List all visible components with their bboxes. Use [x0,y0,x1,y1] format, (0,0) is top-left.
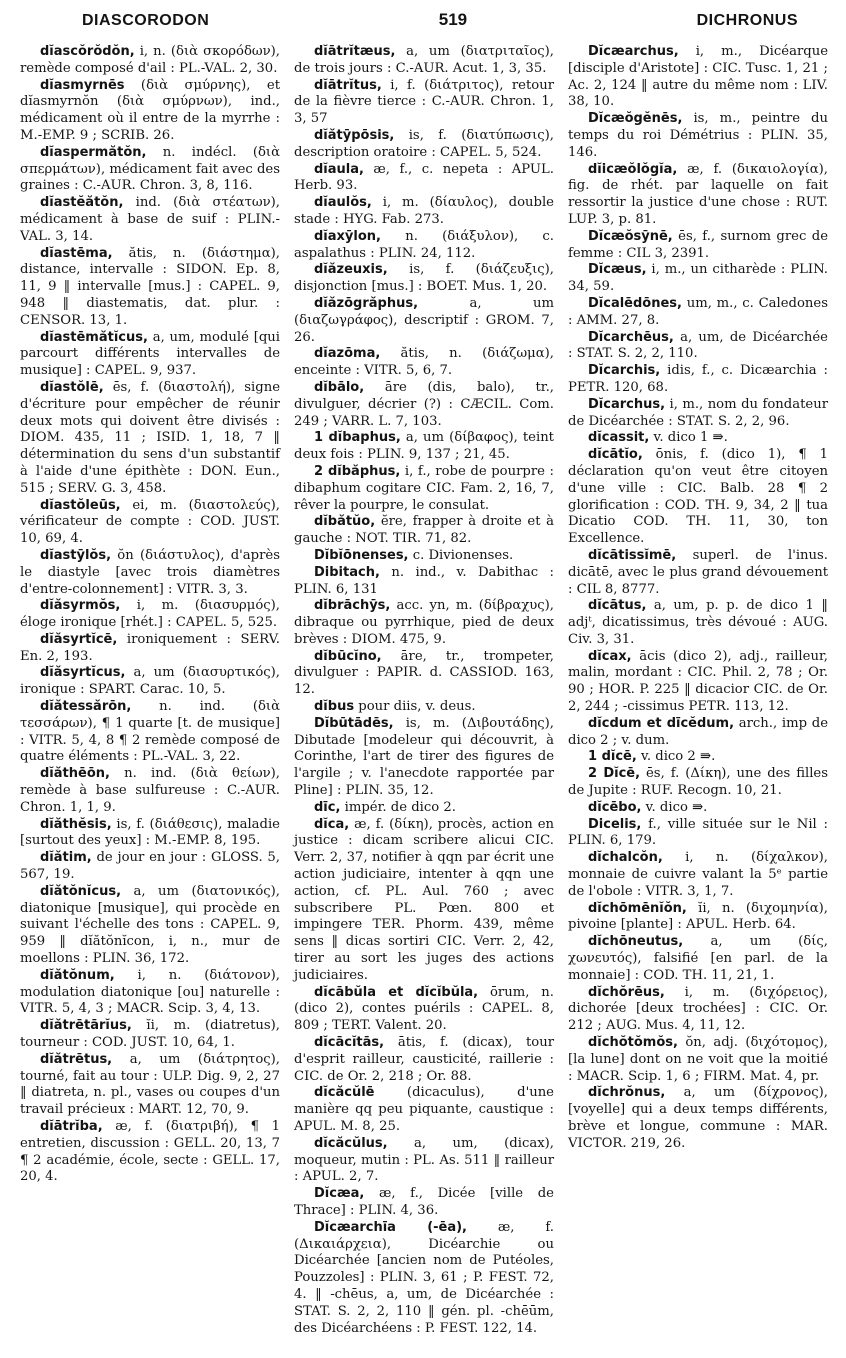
entry-headword: dĭchōmēnĭŏn, [588,900,687,916]
entry-definition: i, m. (διασυρμός), éloge ironique [rhét.] : CAPEL. 5, 525. [20,598,280,631]
entry-headword: dĭăthĕsis, [40,816,112,832]
entry-definition: a, um (διαζωγράφος), descriptif : GROM. 7, 26. [294,295,554,345]
dictionary-entry [20,195,280,245]
entry-headword: Dĭcæa, [314,1186,365,1202]
entry-headword: dĭchŏtŏmŏs, [588,1035,678,1051]
entry-headword: dĭastĕătŏn, [40,195,124,211]
dictionary-entry [20,766,280,816]
entry-headword: dĭastēmătĭcus, [40,329,148,345]
dictionary-entry [568,901,828,935]
entry-headword: dĭăsyrtĭcus, [40,665,126,681]
dictionary-entry [294,44,554,78]
entry-headword: Dĭcarchus, [588,396,666,412]
entry-definition: i, m., nom du fondateur de Dicéarchée : STAT. S. 2, 2, 96. [568,396,828,429]
entry-definition: v. dico 2 ⇛. [636,749,716,765]
dictionary-entry [20,145,280,195]
entry-definition: āre, tr., trompeter, divulguer : PAPIR. d. CASSIOD. 163, 12. [294,648,554,698]
dictionary-entry [20,78,280,145]
entry-definition: c. Divionenses. [408,547,514,563]
dictionary-entry [20,850,280,884]
column-left [20,44,280,1337]
entry-headword: dĭbūcĭno, [314,648,382,664]
entry-definition: a, um (διατριταῖος), de trois jours : C.-AUR. Acut. 1, 3, 35. [294,44,554,76]
entry-definition: ĭi, n. (διχομηνία), pivoine [plante] : APUL. Herb. 64. [568,900,828,933]
dictionary-entry [20,1018,280,1052]
dictionary-entry [294,262,554,296]
page-number: 519 [438,10,468,29]
dictionary-entry [294,1186,554,1220]
entry-definition: i, f., robe de pourpre : dibaphum cogitare CIC. Fam. 2, 16, 7, rêver la pourpre, le consulat. [294,463,554,513]
entry-headword: dĭaula, [314,161,364,177]
entry-definition: is, m. (Διβουτάδης), Dibutade [modeleur qui découvrit, à Corinthe, l'art de tirer des figures de l'argile ; v. l'anecdote rapportée par Pline] : PLIN. 35, 12. [294,715,554,799]
entry-definition: arch., imp de dico 2 ; v. dum. [568,715,828,748]
dictionary-entry [20,632,280,666]
entry-headword: Dicelis, [588,816,642,832]
dictionary-entry [20,968,280,1018]
dictionary-entry [568,330,828,364]
dictionary-entry [568,598,828,648]
entry-definition: ei, m. (διαστολεύς), vérificateur de compte : COD. JUST. 10, 69, 4. [20,497,280,547]
dictionary-entry [20,699,280,766]
entry-definition: i, n. (διάτονον), modulation diatonique [ou] naturelle : VITR. 5, 4, 3 ; MACR. Scip. 3, 4, 13. [20,967,280,1017]
page-header [20,10,828,44]
entry-headword: Dĭcæŏsȳnē, [588,228,673,244]
dictionary-entry [568,934,828,984]
entry-headword: dĭcātĭo, [588,447,643,463]
entry-headword: dĭchŏrēus, [588,984,665,1000]
entry-headword: dĭastēma, [40,245,113,261]
entry-definition: æ, f. (δικαιολογία), fig. de rhét. par laquelle on fait ressortir la justice d'une chose : RUT. LUP. 3, p. 81. [568,161,828,227]
dictionary-entry [20,498,280,548]
entry-definition: æ, f. (Δικαιάρχεια), Dicéarchie ou Dicéarchée [ancien nom de Putéoles, Pouzzoles] : PLIN. 3, 61 ; P. FEST. 72, 4. ‖ -chēus, a, um, de Dicéarchée : STAT. S. 2, 2, 110 ‖ gén. pl. -chēūm, des Dicéarchéens : P. FEST. 122, 14. [294,1219,555,1336]
dictionary-entry [294,464,554,514]
entry-definition: āre (dis, balo), tr., divulguer, décrier (?) : CÆCIL. Com. 249 ; VARR. L. 7, 103. [294,379,554,429]
entry-headword: Dĭcæarchus, [588,44,679,59]
dictionary-entry [20,380,280,498]
entry-definition: um, m., c. Caledones : AMM. 27, 8. [568,295,828,328]
dictionary-entry [568,800,828,817]
entry-definition: a, um, modulé [qui parcourt différents intervalles de musique] : CAPEL. 9, 937. [20,329,280,379]
dictionary-entry [294,985,554,1035]
dictionary-entry [294,78,554,128]
entry-headword: dĭătessărōn, [40,699,132,715]
entry-definition: ironiquement : SERV. En. 2, 193. [20,631,280,664]
dictionary-entry [568,111,828,161]
entry-headword: dĭăzeuxis, [314,262,388,278]
entry-headword: dĭca, [314,816,350,832]
dictionary-entry [568,162,828,229]
entry-definition: ācis (dico 2), adj., railleur, malin, mordant : CIC. Phil. 2, 78 ; Or. 90 ; HOR. P. 225 ‖ dicacior CIC. de Or. 2, 244 ; -cissimus PETR. 113, 12. [568,648,828,715]
entry-definition: æ, f. (διατριβή), ¶ 1 entretien, discussion : GELL. 20, 13, 7 ¶ 2 académie, école, secte : GELL. 17, 20, 4. [20,1119,280,1185]
entry-headword: dĭcātissĭmē, [588,547,677,563]
entry-headword: 2 dĭbăphus, [314,463,401,479]
dictionary-entry [568,749,828,766]
dictionary-entry [294,430,554,464]
entry-definition: ēs, f. (Δίκη), une des filles de Jupite : RUF. Recogn. 10, 21. [568,766,829,799]
dictionary-entry [294,162,554,196]
entry-definition: is, f. (διατύπωσις), description oratoire : CAPEL. 5, 524. [294,127,554,160]
entry-headword: dīc, [314,799,341,815]
dictionary-entry [20,44,280,78]
entry-headword: Dĭbūtādēs, [314,715,394,731]
dictionary-entry [20,1119,280,1186]
running-head-left: DIASCORODON [82,12,210,29]
entry-definition: (dicaculus), d'une manière qq peu piquante, caustique : APUL. M. 8, 25. [294,1085,554,1134]
column-middle [294,44,554,1337]
dictionary-entry [20,1052,280,1119]
entry-headword: Dĭcæarchīa (-ēa), [314,1219,467,1235]
entry-definition: ōrum, n. (dico 2), contes puérils : CAPEL. 8, 809 ; TERT. Valent. 20. [294,984,554,1034]
dictionary-entry [294,716,554,800]
entry-headword: dĭchalcŏn, [588,850,663,866]
dictionary-entry [294,1085,554,1135]
entry-definition: a, um (διάτρητος), tourné, fait au tour : ULP. Dig. 9, 2, 27 ‖ diatreta, n. pl., vases ou coupes d'un travail précieux : MART. 12, 70, 9. [20,1051,280,1118]
dictionary-entry [294,195,554,229]
entry-headword: dĭaspermătŏn, [40,144,147,160]
entry-definition: a, um, de Dicéarchée : STAT. S. 2, 2, 110. [568,329,828,362]
entry-headword: dĭcăcŭlus, [314,1135,388,1151]
entry-headword: Dĭcarchis, [588,363,661,379]
dictionary-entry [294,229,554,263]
entry-headword: dĭătŏnĭcus, [40,883,122,899]
dictionary-entry [20,548,280,598]
dictionary-entry [568,850,828,900]
dictionary-entry [568,766,828,800]
entry-definition: i, m., Dicéarque [disciple d'Aristote] : CIC. Tusc. 1, 21 ; Ac. 2, 124 ‖ autre du même nom : LIV. 38, 10. [568,44,828,110]
entry-definition: ēs, f., surnom grec de femme : CIL 3, 2391. [568,228,828,261]
dictionary-entry [294,380,554,430]
entry-definition: æ, f. (δίκη), procès, action en justice : dicam scribere alicui CIC. Verr. 2, 37, notifier à qqn par écrit une action judiciaire, intenter à qqn une action, cf. PL. Aul. 760 ; avec subscribere PL. Pœn. 800 et impingere TER. Phorm. 439, même sens ‖ dicas sortiri CIC. Verr. 2, 42, tirer au sort les juges des actions judiciaires. [294,816,554,983]
entry-definition: ŏn (διάστυλος), d'après le diastyle [avec trois diamètres d'entre-colonnement] : VITR. 3, 3. [20,547,280,597]
entry-definition: superl. de l'inus. dicātē, avec le plus grand dévouement : CIL 8, 8777. [568,547,828,597]
entry-definition: is, f. (διάθεσις), maladie [surtout des yeux] : M.-EMP. 8, 195. [20,816,280,849]
entry-headword: Dibitach, [314,564,380,580]
entry-definition: a, um (δίβαφος), teint deux fois : PLIN. 9, 137 ; 21, 45. [294,430,554,463]
dictionary-entry [294,1035,554,1085]
entry-headword: 1 dĭcē, [588,749,637,765]
dictionary-entry [568,363,828,397]
entry-headword: dĭătŏnum, [40,967,115,983]
entry-headword: dĭicæŏlŏgĭa, [588,161,678,177]
entry-definition: i, f. (διάτριτος), retour de la fièvre tierce : C.-AUR. Chron. 1, 3, 57 [294,77,554,127]
dictionary-entry [568,447,828,548]
entry-headword: dĭcassit, [588,430,650,446]
entry-headword: dĭātrĭtæus, [314,44,396,59]
dictionary-entry [294,128,554,162]
entry-headword: dĭastŏleūs, [40,497,121,513]
entry-definition: ătis, n. (διάζωμα), enceinte : VITR. 5, 6, 7. [294,346,554,379]
entry-headword: dĭaxȳlon, [314,228,381,244]
dictionary-entry [568,985,828,1035]
entry-definition: a, um (διατονικός), diatonique [musique], qui procède en suivant l'échelle des tons : CAPEL. 9, 959 ‖ dĭătŏnĭcon, i, n., mur de moellons : PLIN. 36, 172. [20,883,280,967]
entry-definition: is, m., peintre du temps du roi Démétrius : PLIN. 35, 146. [568,111,828,160]
dictionary-entry [294,598,554,648]
entry-headword: dĭaulŏs, [314,195,372,211]
entry-headword: dĭātrĭba, [40,1119,103,1134]
entry-headword: dĭastŏlē, [40,379,104,395]
entry-definition: n. (διάξυλον), c. aspalathus : PLIN. 24, 112. [294,228,554,261]
entry-headword: dĭcdum et dīcĕdum, [588,715,735,731]
entry-headword: dĭcātus, [588,598,647,614]
entry-definition: a, um (δίχρονος), [voyelle] qui a deux temps différents, brève et longue, commune : MAR. VICTOR. 219, 26. [568,1085,828,1151]
dictionary-entry [294,1136,554,1186]
entry-definition: impér. de dico 2. [340,799,457,815]
entry-headword: dĭăthēōn, [40,766,110,782]
entry-headword: Dĭcarchēus, [588,329,674,345]
dictionary-entry [568,229,828,263]
dictionary-entry [294,565,554,599]
dictionary-entry [294,699,554,716]
entry-headword: dĭătim, [40,850,92,866]
dictionary-entry [568,1035,828,1085]
entry-headword: dĭazōma, [314,346,381,362]
entry-headword: Dĭcæus, [588,262,647,278]
entry-headword: Dĭcalēdōnes, [588,295,682,311]
entry-headword: 2 Dĭcē, [588,766,641,782]
entry-headword: dĭbătŭo, [314,514,376,530]
entry-headword: dĭătrētārĭus, [40,1018,132,1034]
entry-headword: dĭbālo, [314,379,365,395]
entry-headword: dĭăzōgrăphus, [314,295,419,311]
dictionary-entry [568,1085,828,1152]
entry-definition: n. ind. (διὰ θείων), remède à base sulfureuse : C.-AUR. Chron. 1, 1, 9. [20,766,280,815]
dictionary-entry [568,548,828,598]
entry-headword: dĭăsyrmŏs, [40,598,121,614]
entry-definition: i, n. (δίχαλκον), monnaie de cuivre valant la 5ᵉ partie de l'obole : VITR. 3, 1, 7. [568,850,828,899]
entry-definition: n. ind. (διὰ τεσσάρων), ¶ 1 quarte [t. de musique] : VITR. 5, 4, 8 ¶ 2 remède composé de quatre éléments : PL.-VAL. 3, 22. [20,699,280,765]
entry-definition: idis, f., c. Dicæarchia : PETR. 120, 68. [568,363,828,395]
dictionary-entry [294,817,554,985]
entry-definition: v. dico 1 ⇛. [649,430,728,446]
entry-definition: ōnis, f. (dico 1), ¶ 1 déclaration qu'on veut être citoyen d'une ville : CIC. Balb. 28 ¶ 2 glorification : COD. TH. 9, 34, 2 ‖ tua Dicatio COD. TH. 11, 30, ton Excellence. [568,447,828,547]
entry-definition: ātis, f. (dicax), tour d'esprit railleur, causticité, raillerie : CIC. de Or. 2, 218 ; Or. 88. [294,1035,554,1084]
dictionary-entry [294,548,554,565]
entry-headword: dĭcax, [588,648,632,664]
dictionary-entry [20,598,280,632]
dictionary-entry [568,817,828,851]
dictionary-entry [20,817,280,851]
entry-headword: dĭătrētus, [40,1051,113,1067]
entry-definition: i, n. (διὰ σκορόδων), remède composé d'ail : PL.-VAL. 2, 30. [20,44,280,76]
dictionary-entry [568,296,828,330]
entry-definition: æ, f., c. nepeta : APUL. Herb. 93. [294,161,554,194]
entry-headword: 1 dĭbaphus, [314,430,401,446]
dictionary-entry [568,44,828,111]
dictionary-entry [20,665,280,699]
running-head-right: DICHRONUS [696,12,798,29]
dictionary-entry [568,430,828,447]
entry-headword: dĭcācĭtās, [314,1035,385,1051]
entry-headword: Dĭcæŏgĕnēs, [588,111,683,127]
dictionary-entry [20,246,280,330]
entry-headword: dĭchōneutus, [588,934,684,950]
entry-definition: a, um, (dicax), moqueur, mutin : PL. As. 511 ‖ railleur : APUL. 2, 7. [294,1135,554,1185]
dictionary-entry [568,397,828,431]
entry-definition: ătis, n. (διάστημα), distance, intervalle : SIDON. Ep. 8, 11, 9 ‖ intervalle [mus.] : CAPEL. 9, 948 ‖ diastematis, dat. plur. : CENSOR. 13, 1. [20,245,280,328]
dictionary-entry [20,330,280,380]
entry-headword: dĭcēbo, [588,799,642,815]
entry-definition: a, um, p. p. de dico 1 ‖ adjᵗ, dicatissimus, très dévoué : AUG. Civ. 3, 31. [568,598,828,647]
dictionary-entry [294,649,554,699]
entry-definition: ind. (διὰ στέατων), médicament à base de suif : PLIN.-VAL. 3, 14. [20,195,280,244]
entry-definition: (διὰ σμύρνης), et dĭasmyrnŏn (διὰ σμύρνων), ind., médicament où il entre de la myrrhe : M.-EMP. 9 ; SCRIB. 26. [20,77,280,143]
entry-headword: dĭascŏrŏdŏn, [40,44,135,59]
entry-headword: dĭcăcŭlē [314,1085,375,1101]
entry-definition: ĕre, frapper à droite et à gauche : NOT. TIR. 71, 82. [294,514,554,547]
dictionary-entry [568,716,828,750]
dictionary-entry [294,514,554,548]
entry-definition: de jour en jour : GLOSS. 5, 567, 19. [20,850,280,883]
dictionary-entry [568,262,828,296]
entry-headword: Dĭbĭōnenses, [314,547,409,563]
dictionary-entry [294,346,554,380]
entry-definition: i, m. (διχόρειος), dichorée [deux trochées] : CIC. Or. 212 ; AUG. Mus. 4, 11, 12. [568,984,828,1034]
column-right [568,44,828,1337]
entry-headword: dĭătȳpōsis, [314,127,395,143]
entry-definition: pour diis, v. deus. [354,699,476,715]
entry-definition: æ, f., Dicée [ville de Thrace] : PLIN. 4, 36. [294,1186,554,1218]
entry-definition: i, m. (δίαυλος), double stade : HYG. Fab. 273. [294,195,554,227]
text-columns [20,44,828,1337]
entry-definition: ēs, f. (διαστολή), signe d'écriture pour empêcher de réunir deux mots qui doivent être divisés : DIOM. 435, 11 ; ISID. 1, 18, 7 ‖ détermination du sens d'un substantif à l'aide d'une épithète : DON. Eun., 515 ; SERV. G. 3, 458. [20,379,280,496]
entry-headword: dĭbrāchȳs, [314,598,391,614]
dictionary-entry [294,800,554,817]
dictionary-entry [568,649,828,716]
entry-headword: dĭchrŏnus, [588,1085,666,1101]
dictionary-entry [20,884,280,968]
dictionary-entry [294,296,554,346]
entry-definition: i, m., un citharède : PLIN. 34, 59. [568,262,828,295]
entry-headword: dĭăsyrtĭcē, [40,631,118,647]
entry-headword: dĭcābŭla et dĭcĭbŭla, [314,984,479,1000]
entry-definition: ĭi, m. (diatretus), tourneur : COD. JUST. 10, 64, 1. [20,1018,280,1051]
entry-definition: n. indécl. (διὰ σπερμάτων), médicament fait avec des graines : C.-AUR. Chron. 3, 8, 116. [20,144,280,194]
entry-definition: acc. yn, m. (δίβραχυς), dibraque ou pyrrhique, pied de deux brèves : DIOM. 475, 9. [294,598,554,647]
entry-headword: dĭasmyrnēs [40,77,125,93]
entry-definition: is, f. (διάζευξις), disjonction [mus.] : BOET. Mus. 1, 20. [294,262,554,295]
entry-headword: dĭātrĭtus, [314,77,382,93]
dictionary-entry [294,1220,554,1338]
entry-definition: f., ville située sur le Nil : PLIN. 6, 179. [568,816,828,849]
entry-headword: dĭastȳlŏs, [40,547,112,563]
entry-definition: a, um (δίς, χωνευτός), falsifié [en parl. de la monnaie] : COD. TH. 11, 21, 1. [568,934,828,983]
entry-definition: n. ind., v. Dabithac : PLIN. 6, 131 [294,564,554,597]
entry-definition: a, um (διασυρτικός), ironique : SPART. Carac. 10, 5. [20,665,280,698]
entry-headword: dĭbus [314,699,355,715]
entry-definition: ŏn, adj. (διχότομος), [la lune] dont on ne voit que la moitié : MACR. Scip. 1, 6 ; FIRM. Mat. 4, pr. [568,1035,828,1084]
entry-definition: v. dico ⇛. [641,799,708,815]
